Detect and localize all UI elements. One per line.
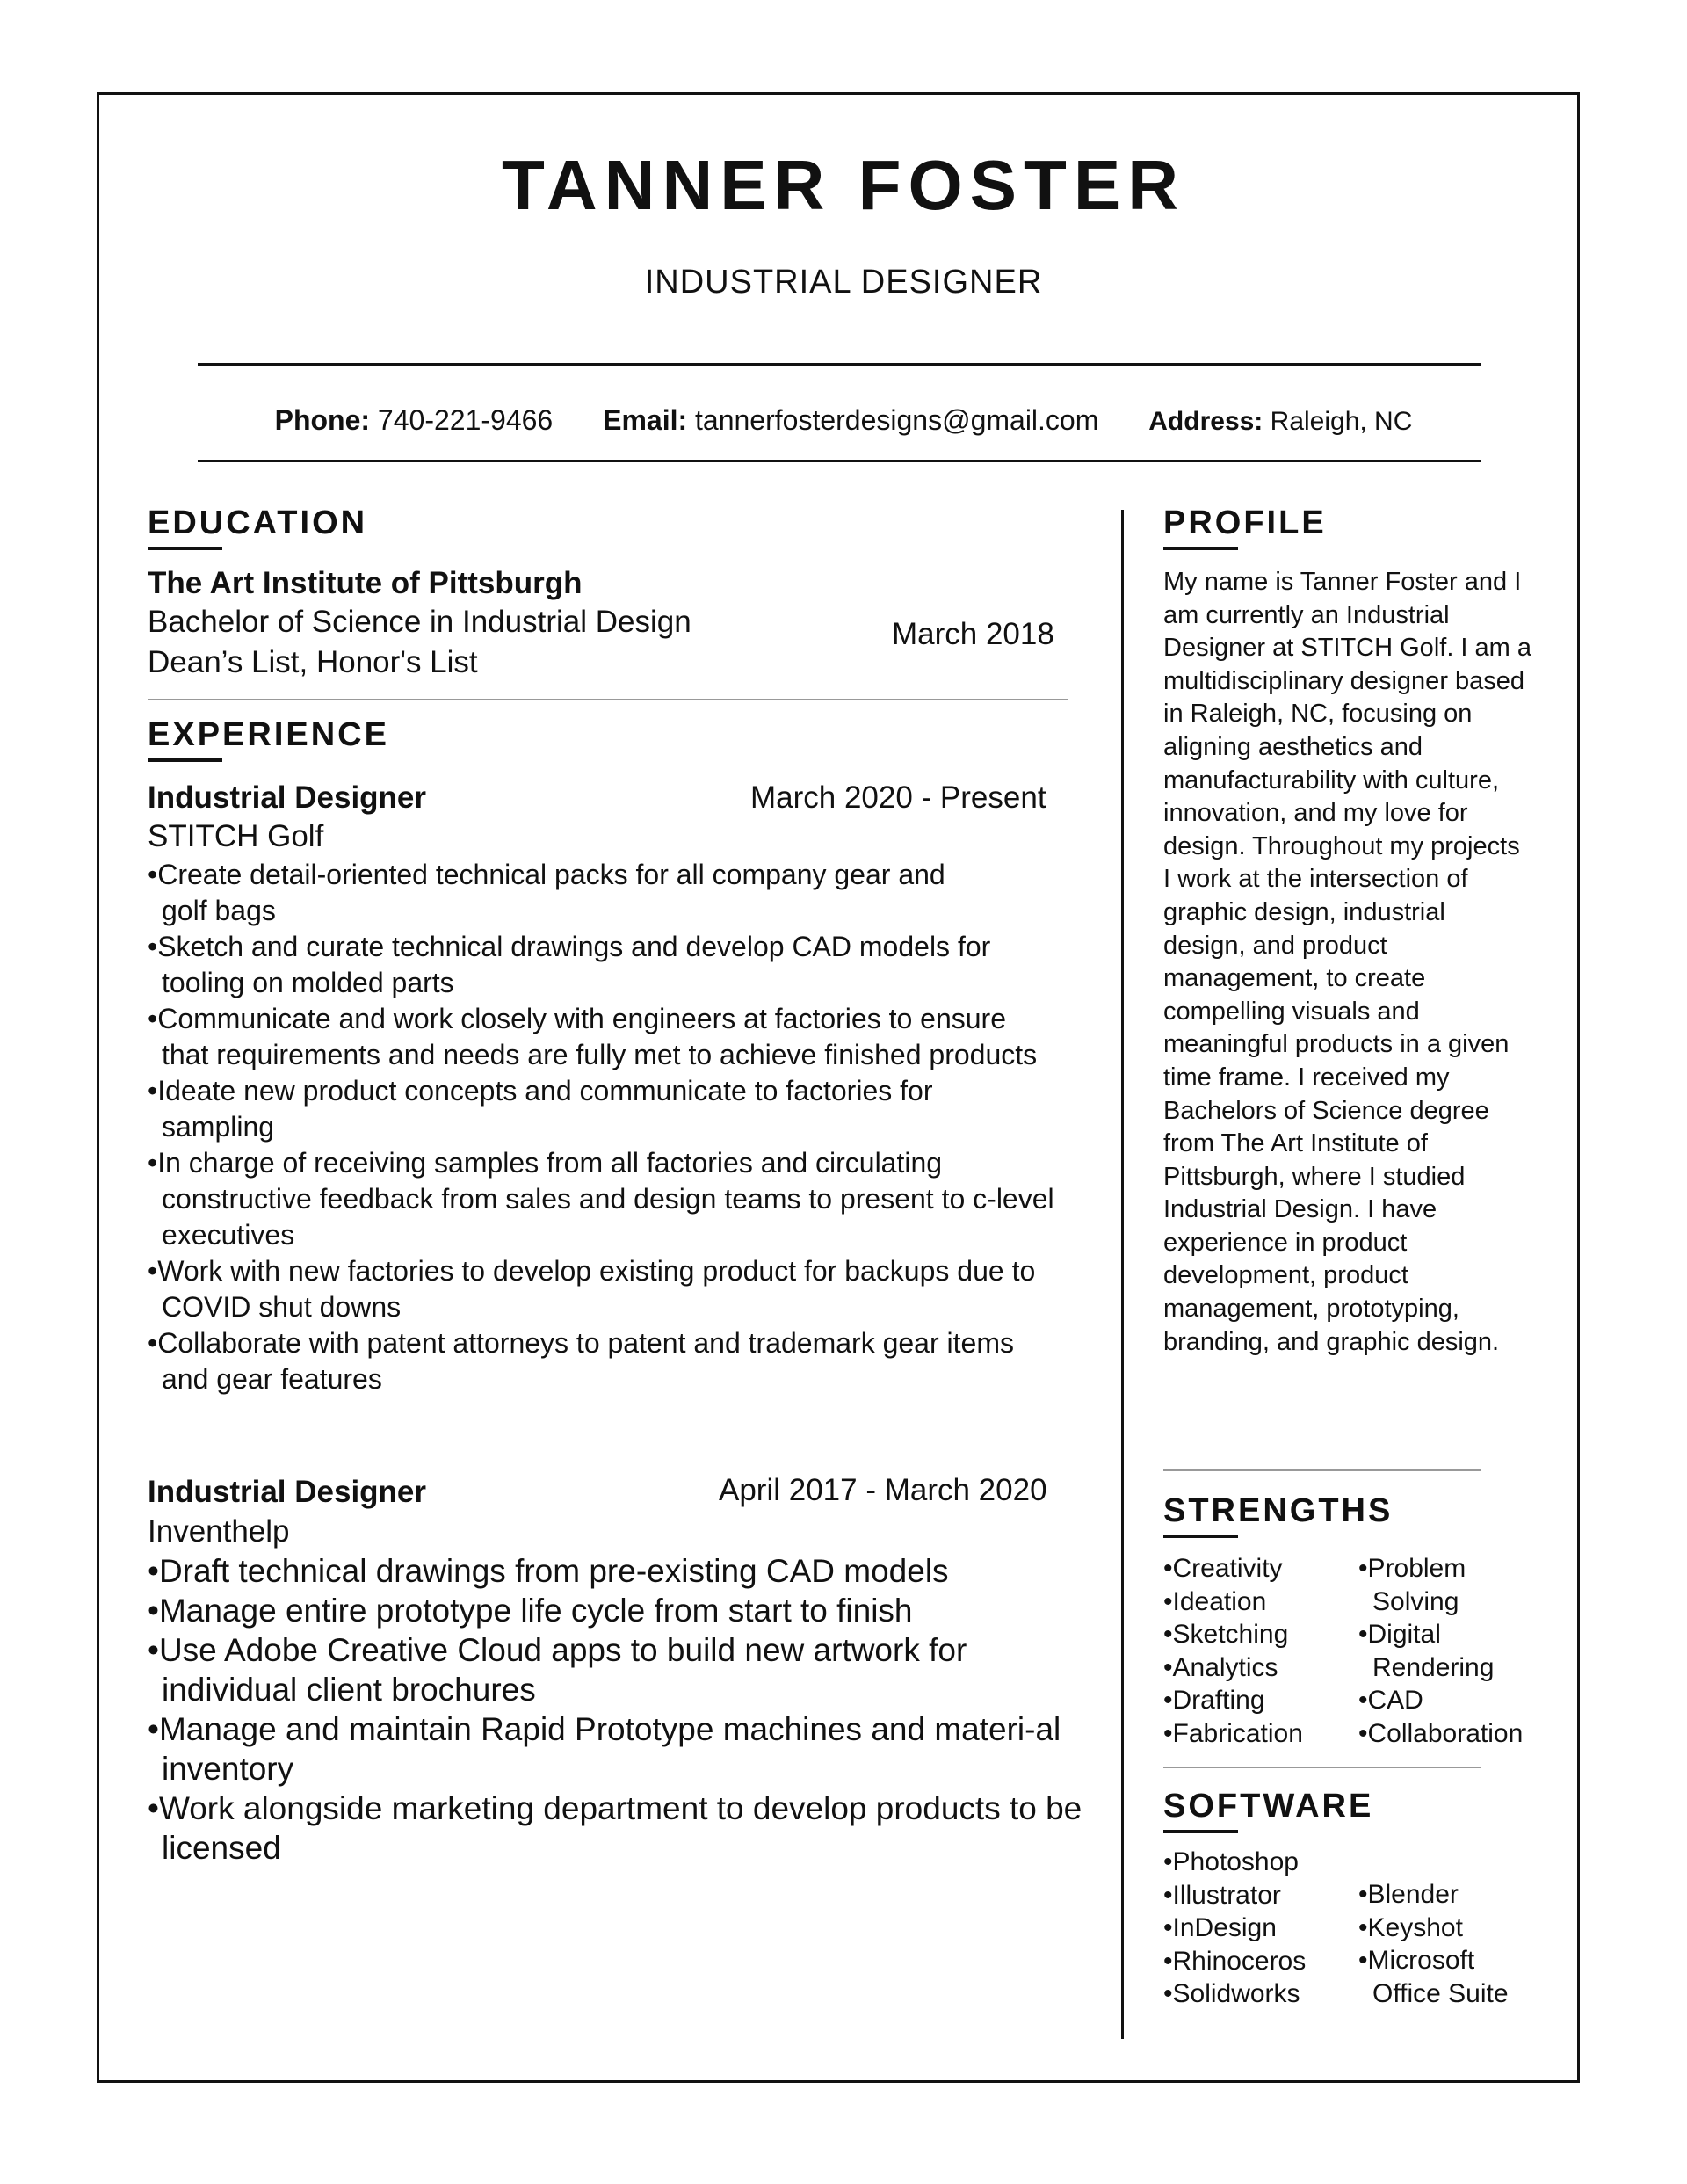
list-item: •Analytics bbox=[1163, 1652, 1278, 1682]
list-item: •Problem Solving bbox=[1358, 1554, 1466, 1616]
list-item: •Manage entire prototype life cycle from start to finish bbox=[148, 1593, 913, 1629]
job-company: STITCH Golf bbox=[148, 819, 324, 853]
list-item: •Sketch and curate technical drawings and develop CAD models for tooling on molded parts bbox=[148, 931, 991, 998]
job-title: INDUSTRIAL DESIGNER bbox=[644, 264, 1043, 301]
phone-entry bbox=[275, 404, 554, 436]
job-company: Inventhelp bbox=[148, 1514, 290, 1549]
list-item: •Sketching bbox=[1163, 1620, 1289, 1649]
list-item: •Illustrator bbox=[1163, 1880, 1281, 1910]
list-item: •In charge of receiving samples from all factories and circulating constructive feedback from sales and design teams to present to c-level executives bbox=[148, 1147, 1054, 1251]
profile-divider bbox=[1163, 1469, 1481, 1471]
list-item: •Solidworks bbox=[1163, 1979, 1300, 2008]
list-item: •Create detail-oriented technical packs for all company gear and golf bags bbox=[148, 859, 945, 926]
experience-underline bbox=[148, 758, 222, 762]
address-label: Address: bbox=[1148, 407, 1263, 436]
list-item: •Photoshop bbox=[1163, 1847, 1299, 1876]
job-bullets bbox=[148, 1551, 1082, 1868]
list-item: •Digital Rendering bbox=[1358, 1620, 1495, 1682]
list-item: •Draft technical drawings from pre-existing CAD models bbox=[148, 1553, 949, 1589]
job-title: Industrial Designer bbox=[148, 1475, 427, 1509]
degree: Bachelor of Science in Industrial Design bbox=[148, 605, 691, 639]
education-divider bbox=[148, 699, 1068, 700]
list-item: •Communicate and work closely with engineers at factories to ensure that requirements and needs are fully met to achieve finished products bbox=[148, 1003, 1038, 1070]
strengths-heading: STRENGTHS bbox=[1163, 1492, 1394, 1529]
strengths-divider bbox=[1163, 1767, 1481, 1768]
email-entry bbox=[603, 404, 1098, 436]
software-list-right bbox=[1358, 1878, 1534, 2010]
education-underline bbox=[148, 547, 222, 550]
list-item: •Collaboration bbox=[1358, 1718, 1524, 1748]
software-underline bbox=[1163, 1830, 1238, 1833]
phone-label: Phone: bbox=[274, 404, 371, 436]
list-item: •Keyshot bbox=[1358, 1912, 1463, 1942]
address-value: Raleigh, NC bbox=[1270, 407, 1413, 436]
column-divider bbox=[1121, 510, 1124, 2039]
profile-text: My name is Tanner Foster and I am currently an Industrial Designer at STITCH Golf. I am a multidisciplinary designer based in Raleigh, NC, focusing on aligning aesthetics and manufacturability with culture, innovation, and my love for design. Throughout my projects I work at the intersection of graphic design, industrial design, and product management, to create compelling visuals and meaningful products in a given time frame. I received my Bachelors of Science degree from The Art Institute of Pittsburgh, where I studied Industrial Design. I have experience in product development, product management, prototyping, branding, and graphic design. bbox=[1163, 568, 1532, 1356]
strengths-underline bbox=[1163, 1535, 1238, 1538]
list-item: •Fabrication bbox=[1163, 1718, 1303, 1748]
list-item: •Use Adobe Creative Cloud apps to build new artwork for individual client brochures bbox=[148, 1632, 967, 1708]
job-dates: April 2017 - March 2020 bbox=[719, 1473, 1047, 1507]
job-bullets bbox=[148, 857, 1061, 1397]
list-item: •Manage and maintain Rapid Prototype machines and materi-al inventory bbox=[148, 1711, 1061, 1787]
list-item: •Creativity bbox=[1163, 1554, 1283, 1583]
header-rule-top bbox=[198, 363, 1481, 366]
phone-value[interactable]: 740-221-9466 bbox=[377, 404, 554, 436]
strengths-list-right bbox=[1358, 1552, 1524, 1750]
software-heading: SOFTWARE bbox=[1163, 1788, 1374, 1825]
email-label: Email: bbox=[603, 404, 688, 436]
email-value[interactable]: tannerfosterdesigns@gmail.com bbox=[695, 404, 1099, 436]
profile-heading: PROFILE bbox=[1163, 504, 1327, 541]
list-item: •Collaborate with patent attorneys to patent and trademark gear items and gear features bbox=[148, 1327, 1014, 1395]
list-item: •Work with new factories to develop existing product for backups due to COVID shut downs bbox=[148, 1255, 1036, 1323]
list-item: •Rhinoceros bbox=[1163, 1946, 1307, 1976]
education-heading: EDUCATION bbox=[148, 504, 368, 541]
job-title: Industrial Designer bbox=[148, 780, 427, 815]
software-list-left bbox=[1163, 1846, 1348, 2011]
list-item: •Blender bbox=[1358, 1880, 1459, 1909]
candidate-name: TANNER FOSTER bbox=[501, 146, 1186, 224]
school-name: The Art Institute of Pittsburgh bbox=[148, 566, 583, 600]
contact-bar bbox=[0, 404, 1687, 437]
list-item: •Ideation bbox=[1163, 1586, 1267, 1616]
list-item: •Drafting bbox=[1163, 1686, 1265, 1715]
profile-underline bbox=[1163, 547, 1238, 550]
list-item: •Work alongside marketing department to develop products to be licensed bbox=[148, 1790, 1082, 1866]
education-date: March 2018 bbox=[892, 617, 1054, 651]
header-rule-bottom bbox=[198, 460, 1481, 462]
list-item: •CAD bbox=[1358, 1686, 1423, 1715]
list-item: •InDesign bbox=[1163, 1913, 1277, 1942]
address-entry bbox=[1148, 407, 1412, 436]
honors: Dean’s List, Honor's List bbox=[148, 645, 478, 679]
job-dates: March 2020 - Present bbox=[750, 780, 1046, 815]
experience-heading: EXPERIENCE bbox=[148, 716, 389, 753]
list-item: •Ideate new product concepts and communicate to factories for sampling bbox=[148, 1075, 933, 1143]
strengths-list-left bbox=[1163, 1552, 1348, 1750]
list-item: •Microsoft Office Suite bbox=[1358, 1946, 1509, 2008]
